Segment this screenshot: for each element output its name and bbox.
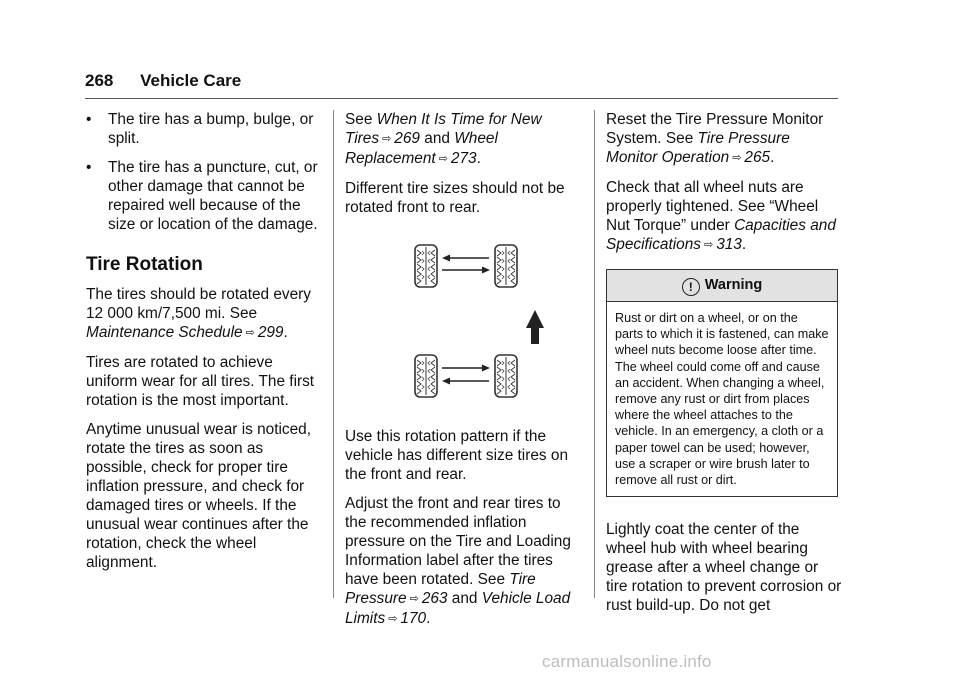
- tire-rear-right-icon: [495, 355, 517, 397]
- cross-reference-link[interactable]: Tire Pressure Monitor Operation: [606, 130, 790, 166]
- page-reference-arrow-icon: ⇨: [382, 133, 392, 145]
- arrow-left-icon: [442, 378, 450, 385]
- list-item: • The tire has a puncture, cut, or other damage that cannot be repaired well because of the size or location of the damage.: [86, 159, 318, 233]
- paragraph: Reset the Tire Pressure Monitor System. See Tire Pressure Monitor Operation ⇨ 265.: [606, 111, 824, 166]
- cross-reference-link[interactable]: Wheel Replacement: [345, 130, 498, 167]
- paragraph: Use this rotation pattern if the vehicle has different size tires on the front and rear.: [345, 428, 568, 483]
- cross-reference-link[interactable]: Vehicle Load Limits: [345, 590, 571, 627]
- warning-box: [606, 269, 838, 497]
- column-divider: [594, 110, 595, 598]
- page-reference-arrow-icon: ⇨: [409, 593, 419, 605]
- page-reference[interactable]: 170: [400, 610, 427, 627]
- arrow-right-icon: [482, 267, 490, 274]
- warning-text: Rust or dirt on a wheel, or on the parts to which it is fastened, can make wheel nuts become loose after time. The wheel could come off and cause an accident. When changing a wheel, remove any rust or dirt from places where the wheel attaches to the vehicle. In an emergency, a cloth or a paper towel can be used; however, use a scraper or wire brush later to remove all rust or dirt.: [615, 311, 829, 488]
- page-reference[interactable]: 263: [421, 590, 448, 607]
- paragraph: Different tire sizes should not be rotated front to rear.: [345, 180, 565, 216]
- page-header: [85, 71, 241, 91]
- column-divider: [333, 110, 334, 598]
- page-reference-arrow-icon: ⇨: [245, 327, 255, 339]
- page-number: 268: [85, 71, 114, 90]
- page-reference[interactable]: 269: [394, 130, 420, 147]
- page-reference-arrow-icon: ⇨: [388, 613, 398, 625]
- paragraph: Check that all wheel nuts are properly tightened. See “Wheel Nut Torque” under Capacities and Specifications ⇨ 313.: [606, 179, 836, 253]
- paragraph: Anytime unusual wear is noticed, rotate the tires as soon as possible, check for proper tire inflation pressure, and check for damaged tires or wheels. If the unusual wear continues after the rotation, check the wheel alignment.: [86, 421, 311, 571]
- paragraph: The tires should be rotated every 12 000 km/7,500 mi. See Maintenance Schedule ⇨ 299.: [86, 286, 311, 341]
- cross-reference-link[interactable]: Capacities and Specifications: [606, 217, 836, 253]
- column-3: [606, 110, 842, 625]
- list-item: • The tire has a bump, bulge, or split.: [86, 111, 314, 147]
- bullet-glyph: •: [86, 159, 92, 176]
- cross-reference-link[interactable]: Maintenance Schedule: [86, 324, 243, 341]
- page-reference-arrow-icon: ⇨: [703, 239, 714, 251]
- warning-circle-icon: !: [682, 278, 700, 296]
- section-heading: Tire Rotation: [86, 254, 203, 275]
- column-1: [86, 110, 322, 582]
- cross-reference-link[interactable]: Tire Pressure: [345, 571, 536, 607]
- arrow-right-icon: [482, 365, 490, 372]
- paragraph: See When It Is Time for New Tires ⇨ 269 and Wheel Replacement ⇨ 273.: [345, 111, 542, 167]
- arrow-left-icon: [442, 255, 450, 262]
- page-reference[interactable]: 265: [744, 149, 771, 166]
- section-title: Vehicle Care: [140, 71, 242, 90]
- tire-front-right-icon: [495, 245, 517, 287]
- paragraph: Tires are rotated to achieve uniform wear for all tires. The first rotation is the most important.: [86, 354, 315, 409]
- tire-rotation-diagram-svg: [345, 235, 581, 411]
- cross-reference-link[interactable]: When It Is Time for New Tires: [345, 111, 542, 147]
- page-reference-arrow-icon: ⇨: [732, 152, 742, 164]
- watermark: carmanualsonline.info: [542, 652, 712, 671]
- warning-title: Warning: [704, 277, 763, 293]
- warning-header: [607, 270, 837, 302]
- page-reference[interactable]: 273: [450, 150, 477, 167]
- forward-direction-arrow-icon: [526, 310, 544, 344]
- bullet-glyph: •: [86, 111, 92, 128]
- page-reference[interactable]: 313: [716, 236, 742, 253]
- header-rule: [85, 98, 838, 99]
- paragraph: Adjust the front and rear tires to the recommended inflation pressure on the Tire and Loading Information label after the tires have been rotated. See Tire Pressure ⇨ 263 and Vehicle Load Limits ⇨ 170.: [345, 495, 571, 627]
- tire-rear-left-icon: [415, 355, 437, 397]
- tire-rotation-diagram: [345, 235, 581, 411]
- column-2: [345, 110, 581, 639]
- page-reference[interactable]: 299: [257, 324, 284, 341]
- paragraph: Lightly coat the center of the wheel hub with wheel bearing grease after a wheel change or tire rotation to prevent corrosion or rust build-up. Do not get: [606, 521, 842, 615]
- tire-front-left-icon: [415, 245, 437, 287]
- page-reference-arrow-icon: ⇨: [438, 153, 448, 165]
